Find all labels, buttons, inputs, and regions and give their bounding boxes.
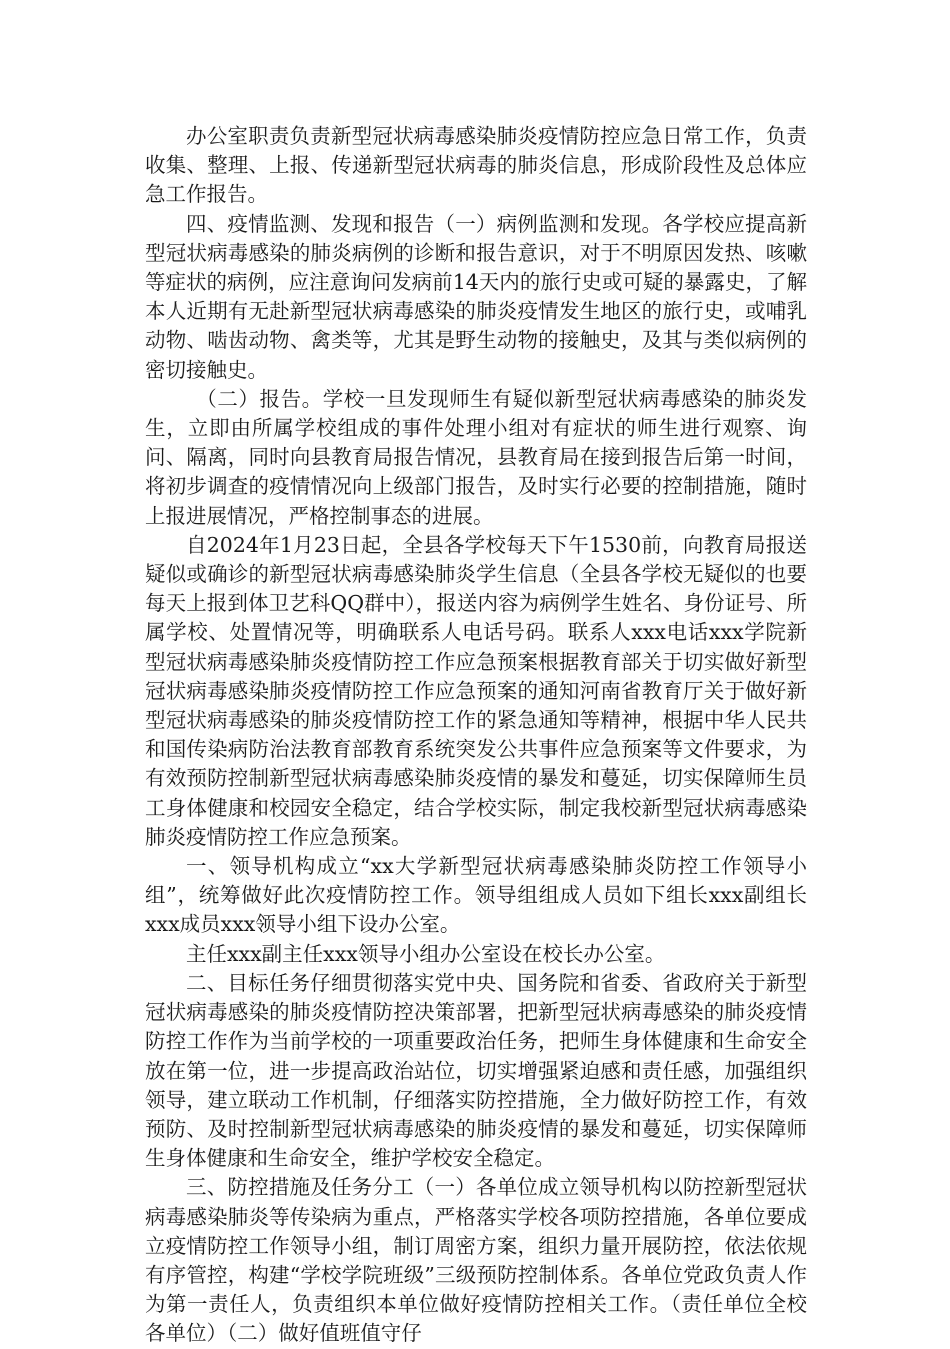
paragraph-monitoring: 四、疫情监测、发现和报告（一）病例监测和发现。各学校应提高新型冠状病毒感染的肺炎病例的诊断和报告意识，对于不明原因发热、咳嗽等症状的病例，应注意询问发病前14天内的旅行史或可疑的暴露史，了解本人近期有无赴新型冠状病毒感染的肺炎疫情发生地区的旅行史，或哺乳动物、啮齿动物、禽类等，尤其是野生动物的接触史，及其与类似病例的密切接触史。 [145,211,807,382]
paragraph-leadership: 一、领导机构成立“xx大学新型冠状病毒感染肺炎防控工作领导小组”，统筹做好此次疫情防控工作。领导组组成人员如下组长xxx副组长xxx成员xxx领导小组下设办公室。 [145,854,807,937]
document-body [145,122,807,1349]
paragraph-objectives: 二、目标任务仔细贯彻落实党中央、国务院和省委、省政府关于新型冠状病毒感染的肺炎疫情防控决策部署，把新型冠状病毒感染的肺炎疫情防控工作作为当前学校的一项重要政治任务，把师生身体健康和生命安全放在第一位，进一步提高政治站位，切实增强紧迫感和责任感，加强组织领导，建立联动工作机制，仔细落实防控措施，全力做好防控工作，有效预防、及时控制新型冠状病毒感染的肺炎疫情的暴发和蔓延，切实保障师生身体健康和生命安全，维护学校安全稳定。 [145,970,807,1171]
paragraph-daily-report: 自2024年1月23日起，全县各学校每天下午1530前，向教育局报送疑似或确诊的新型冠状病毒感染肺炎学生信息（全县各学校无疑似的也要每天上报到体卫艺科QQ群中），报送内容为病例学生姓名、身份证号、所属学校、处置情况等，明确联系人电话号码。联系人xxx电话xxx学院新型冠状病毒感染肺炎疫情防控工作应急预案根据教育部关于切实做好新型冠状病毒感染肺炎疫情防控工作应急预案的通知河南省教育厅关于做好新型冠状病毒感染的肺炎疫情防控工作的紧急通知等精神，根据中华人民共和国传染病防治法教育部教育系统突发公共事件应急预案等文件要求，为有效预防控制新型冠状病毒感染肺炎疫情的暴发和蔓延，切实保障师生员工身体健康和校园安全稳定，结合学校实际，制定我校新型冠状病毒感染肺炎疫情防控工作应急预案。 [145,532,807,849]
paragraph-office-director: 主任xxx副主任xxx领导小组办公室设在校长办公室。 [186,941,666,966]
paragraph-measures: 三、防控措施及任务分工（一）各单位成立领导机构以防控新型冠状病毒感染肺炎等传染病为重点，严格落实学校各项防控措施，各单位要成立疫情防控工作领导小组，制订周密方案，组织力量开展防控，依法依规有序管控，构建“学校学院班级”三级预防控制体系。各单位党政负责人作为第一责任人，负责组织本单位做好疫情防控相关工作。（责任单位全校各单位）（二）做好值班值守仔 [145,1175,807,1346]
paragraph-office-duties: 办公室职责负责新型冠状病毒感染肺炎疫情防控应急日常工作，负责收集、整理、上报、传递新型冠状病毒的肺炎信息，形成阶段性及总体应急工作报告。 [145,124,807,207]
paragraph-reporting: （二）报告。学校一旦发现师生有疑似新型冠状病毒感染的肺炎发生，立即由所属学校组成的事件处理小组对有症状的师生进行观察、询问、隔离，同时向县教育局报告情况，县教育局在接到报告后第一时间，将初步调查的疫情情况向上级部门报告，及时实行必要的控制措施，随时上报进展情况，严格控制事态的进展。 [145,386,807,528]
